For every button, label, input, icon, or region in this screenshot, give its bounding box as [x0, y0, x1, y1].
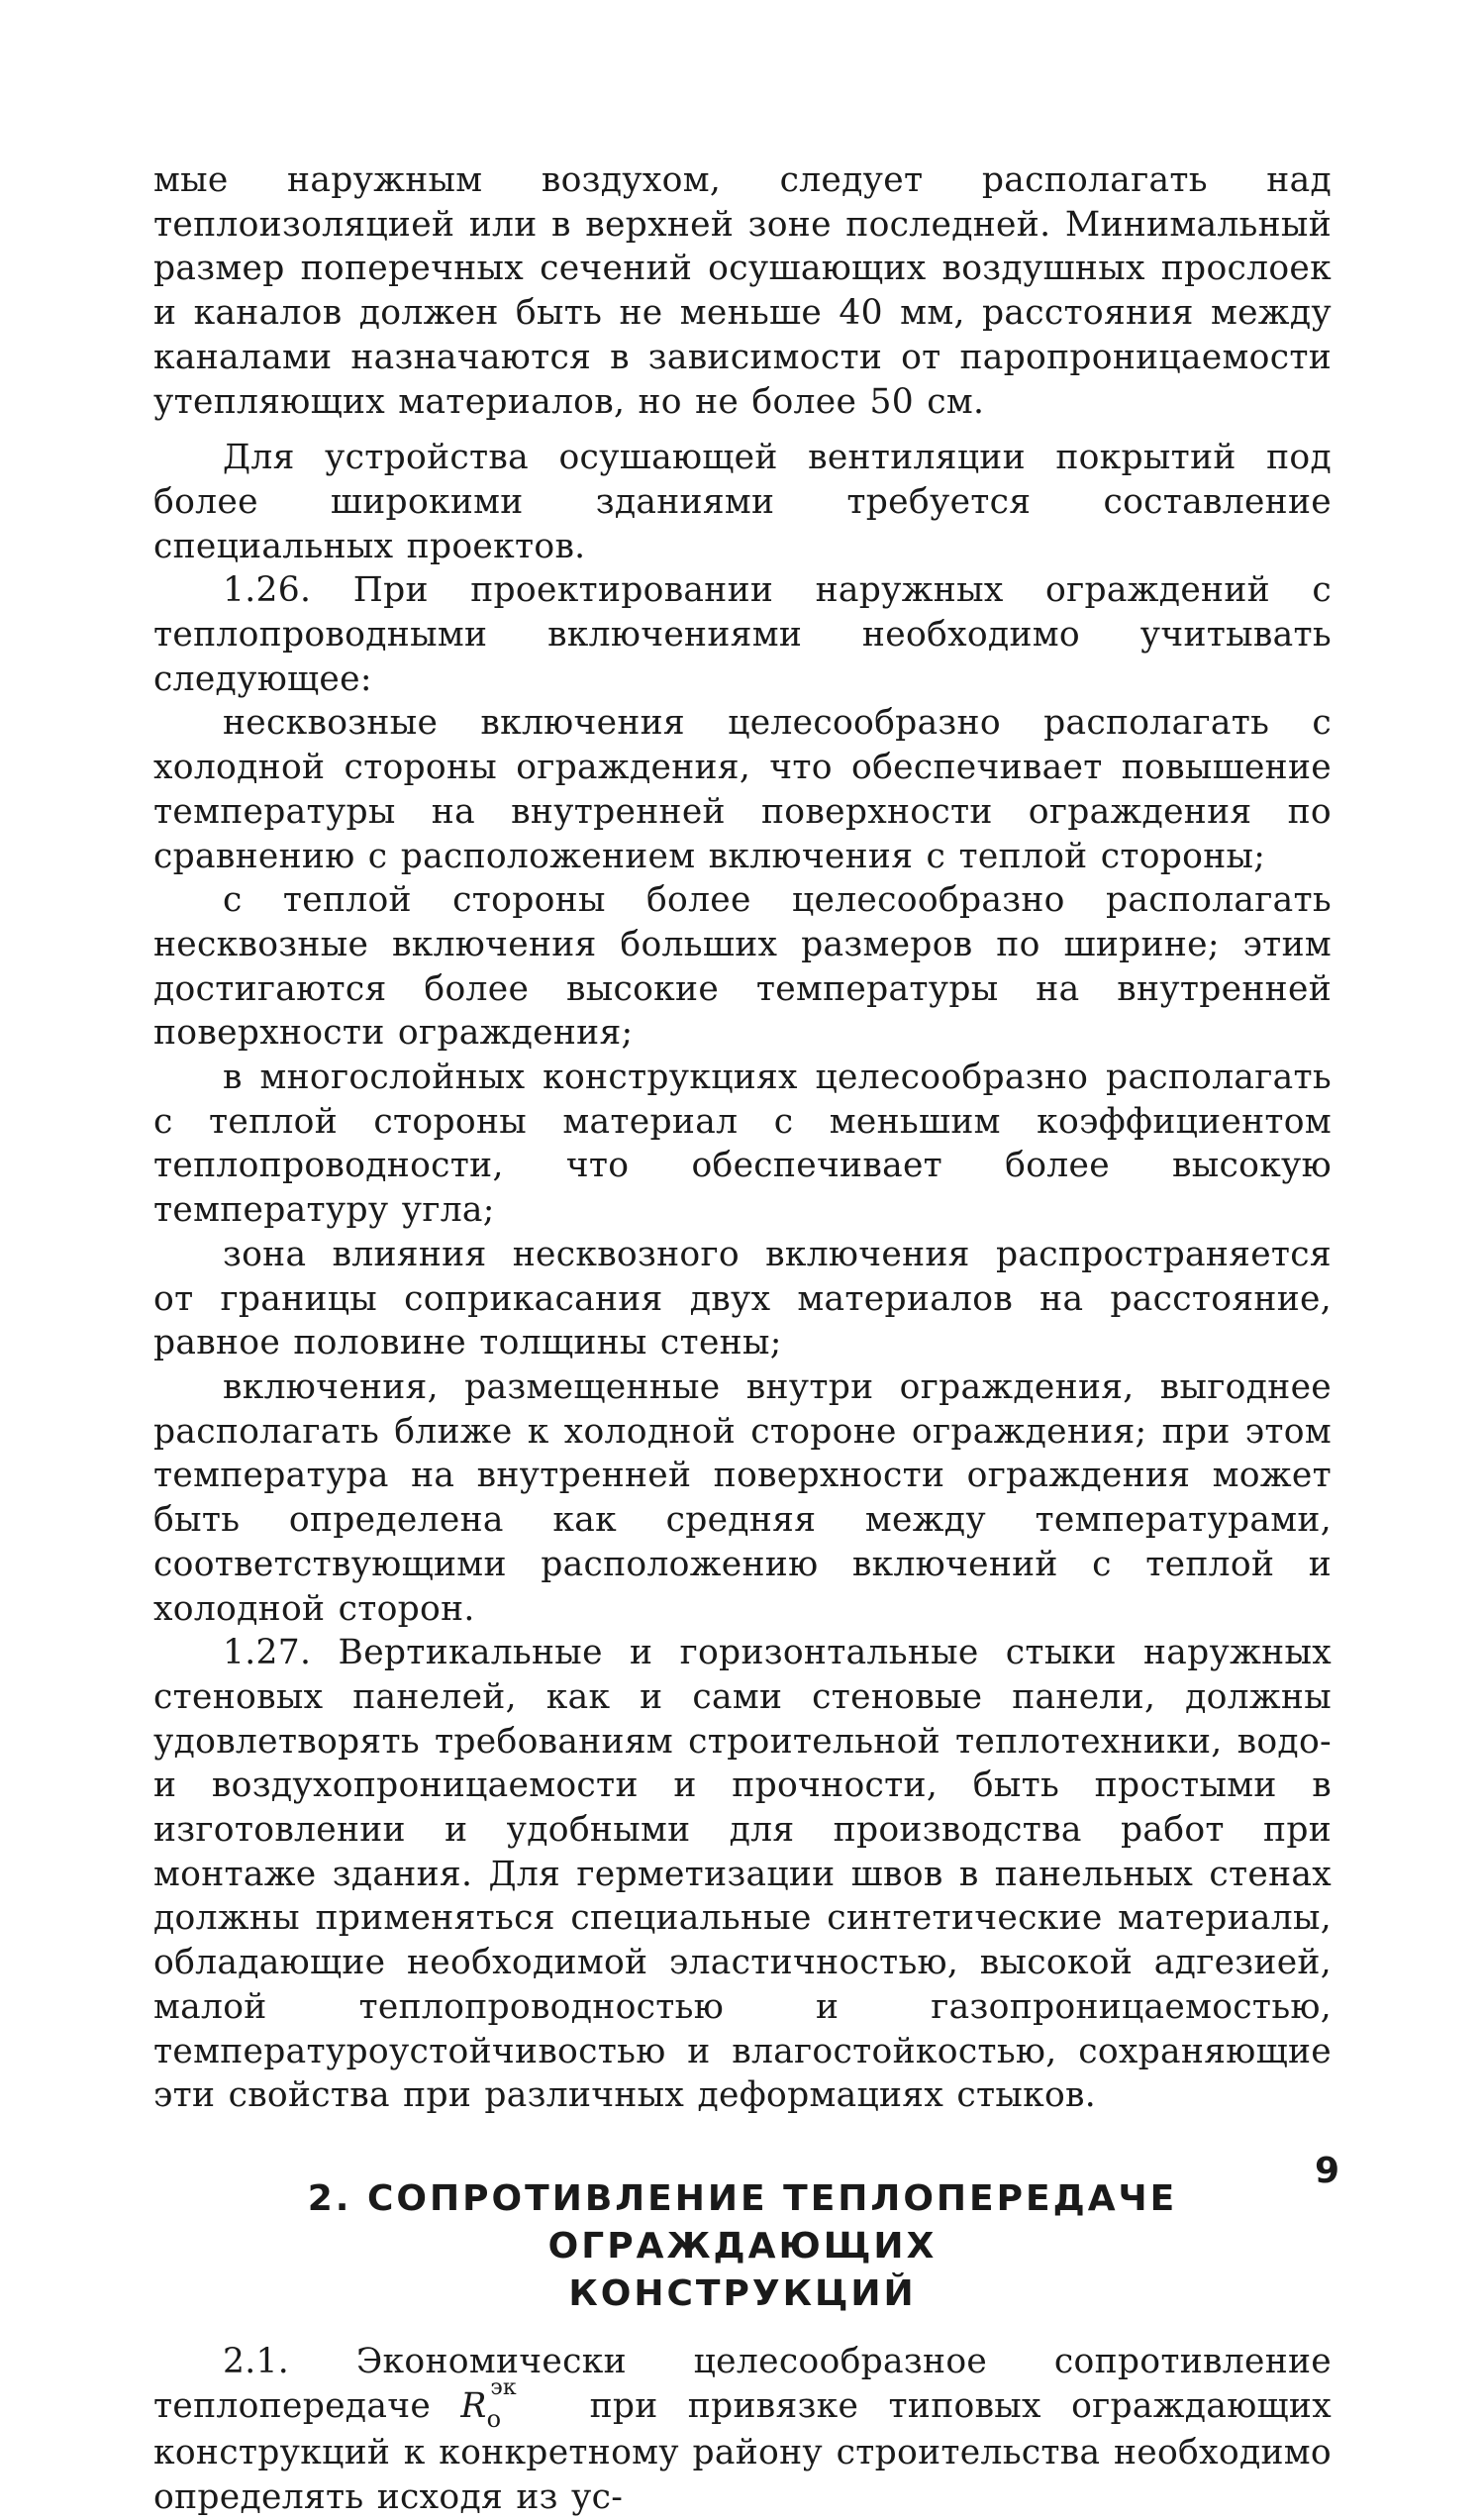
- section-heading-line-2: КОНСТРУКЦИЙ: [568, 2272, 917, 2314]
- paragraph-1: мые наружным воздухом, следует располагать над теплоизоляцией или в верхней зоне последней. Минимальный размер поперечных сечений осушающих воздушных прослоек и каналов должен быть не меньше 40 мм, расстояния между каналами назначаются в зависимости от паропроницаемости утепляющих материалов, но не более 50 см.: [153, 160, 1332, 422]
- paragraph-list-item-2: с теплой стороны более целесообразно располагать несквозные включения больших размеров по ширине; этим достигаются более высокие температуры на внутренней поверхности ограждения;: [153, 880, 1332, 1054]
- paragraph-2-1: [153, 2340, 1332, 2520]
- paragraph-list-item-1: несквозные включения целесообразно располагать с холодной стороны ограждения, что обеспечивает повышение температуры на внутренней поверхности ограждения по сравнению с расположением включения с теплой стороны;: [153, 703, 1332, 876]
- symbol-subscript: о: [486, 2404, 502, 2433]
- section-heading: [153, 2175, 1332, 2318]
- page-number: 9: [1315, 2151, 1340, 2191]
- symbol-superscript: эк: [490, 2374, 517, 2400]
- paragraph-list-item-4: зона влияния несквозного включения распространяется от границы соприкасания двух материалов на расстояние, равное половине толщины стены;: [153, 1234, 1332, 1363]
- paragraph-2: Для устройства осушающей вентиляции покрытий под более широкими зданиями требуется составление специальных проектов.: [153, 438, 1332, 566]
- paragraph-list-item-5: включения, размещенные внутри ограждения, выгоднее располагать ближе к холодной стороне ограждения; при этом температура на внутренней поверхности ограждения может быть определена как средняя между температурами, соответствующими расположению включений с теплой и холодной сторон.: [153, 1366, 1332, 1629]
- paragraph-list-item-3: в многослойных конструкциях целесообразно располагать с теплой стороны материал с меньшим коэффициентом теплопроводности, что обеспечивает более высокую температуру угла;: [153, 1058, 1332, 1231]
- paragraph-2-1-rest: при привязке типовых ограждающих конструкций к конкретному району строительства необходимо определять исходя из ус-: [153, 2385, 1332, 2518]
- resistance-symbol: [460, 2374, 559, 2433]
- paragraph-1-27: 1.27. Вертикальные и горизонтальные стыки наружных стеновых панелей, как и сами стеновые панели, должны удовлетворять требованиям строительной теплотехники, водо- и воздухопроницаемости и прочности, быть простыми в изготовлении и удобными для производства работ при монтаже здания. Для герметизации швов в панельных стенах должны применяться специальные синтетические материалы, обладающие необходимой эластичностью, высокой адгезией, малой теплопроводностью и газопроницаемостью, температуроустойчивостью и влагостойкостью, сохраняющие эти свойства при различных деформациях стыков.: [153, 1633, 1332, 2116]
- symbol-base: R: [460, 2385, 487, 2426]
- page-body: [153, 158, 1332, 2520]
- section-heading-line-1: 2. СОПРОТИВЛЕНИЕ ТЕПЛОПЕРЕДАЧЕ ОГРАЖДАЮЩИХ: [307, 2177, 1178, 2267]
- paragraph-2-1-start: 2.1. Экономически целесообразное сопротивление теплопередаче: [153, 2341, 1332, 2426]
- paragraph-1-26: 1.26. При проектировании наружных ограждений с теплопроводными включениями необходимо учитывать следующее:: [153, 570, 1332, 699]
